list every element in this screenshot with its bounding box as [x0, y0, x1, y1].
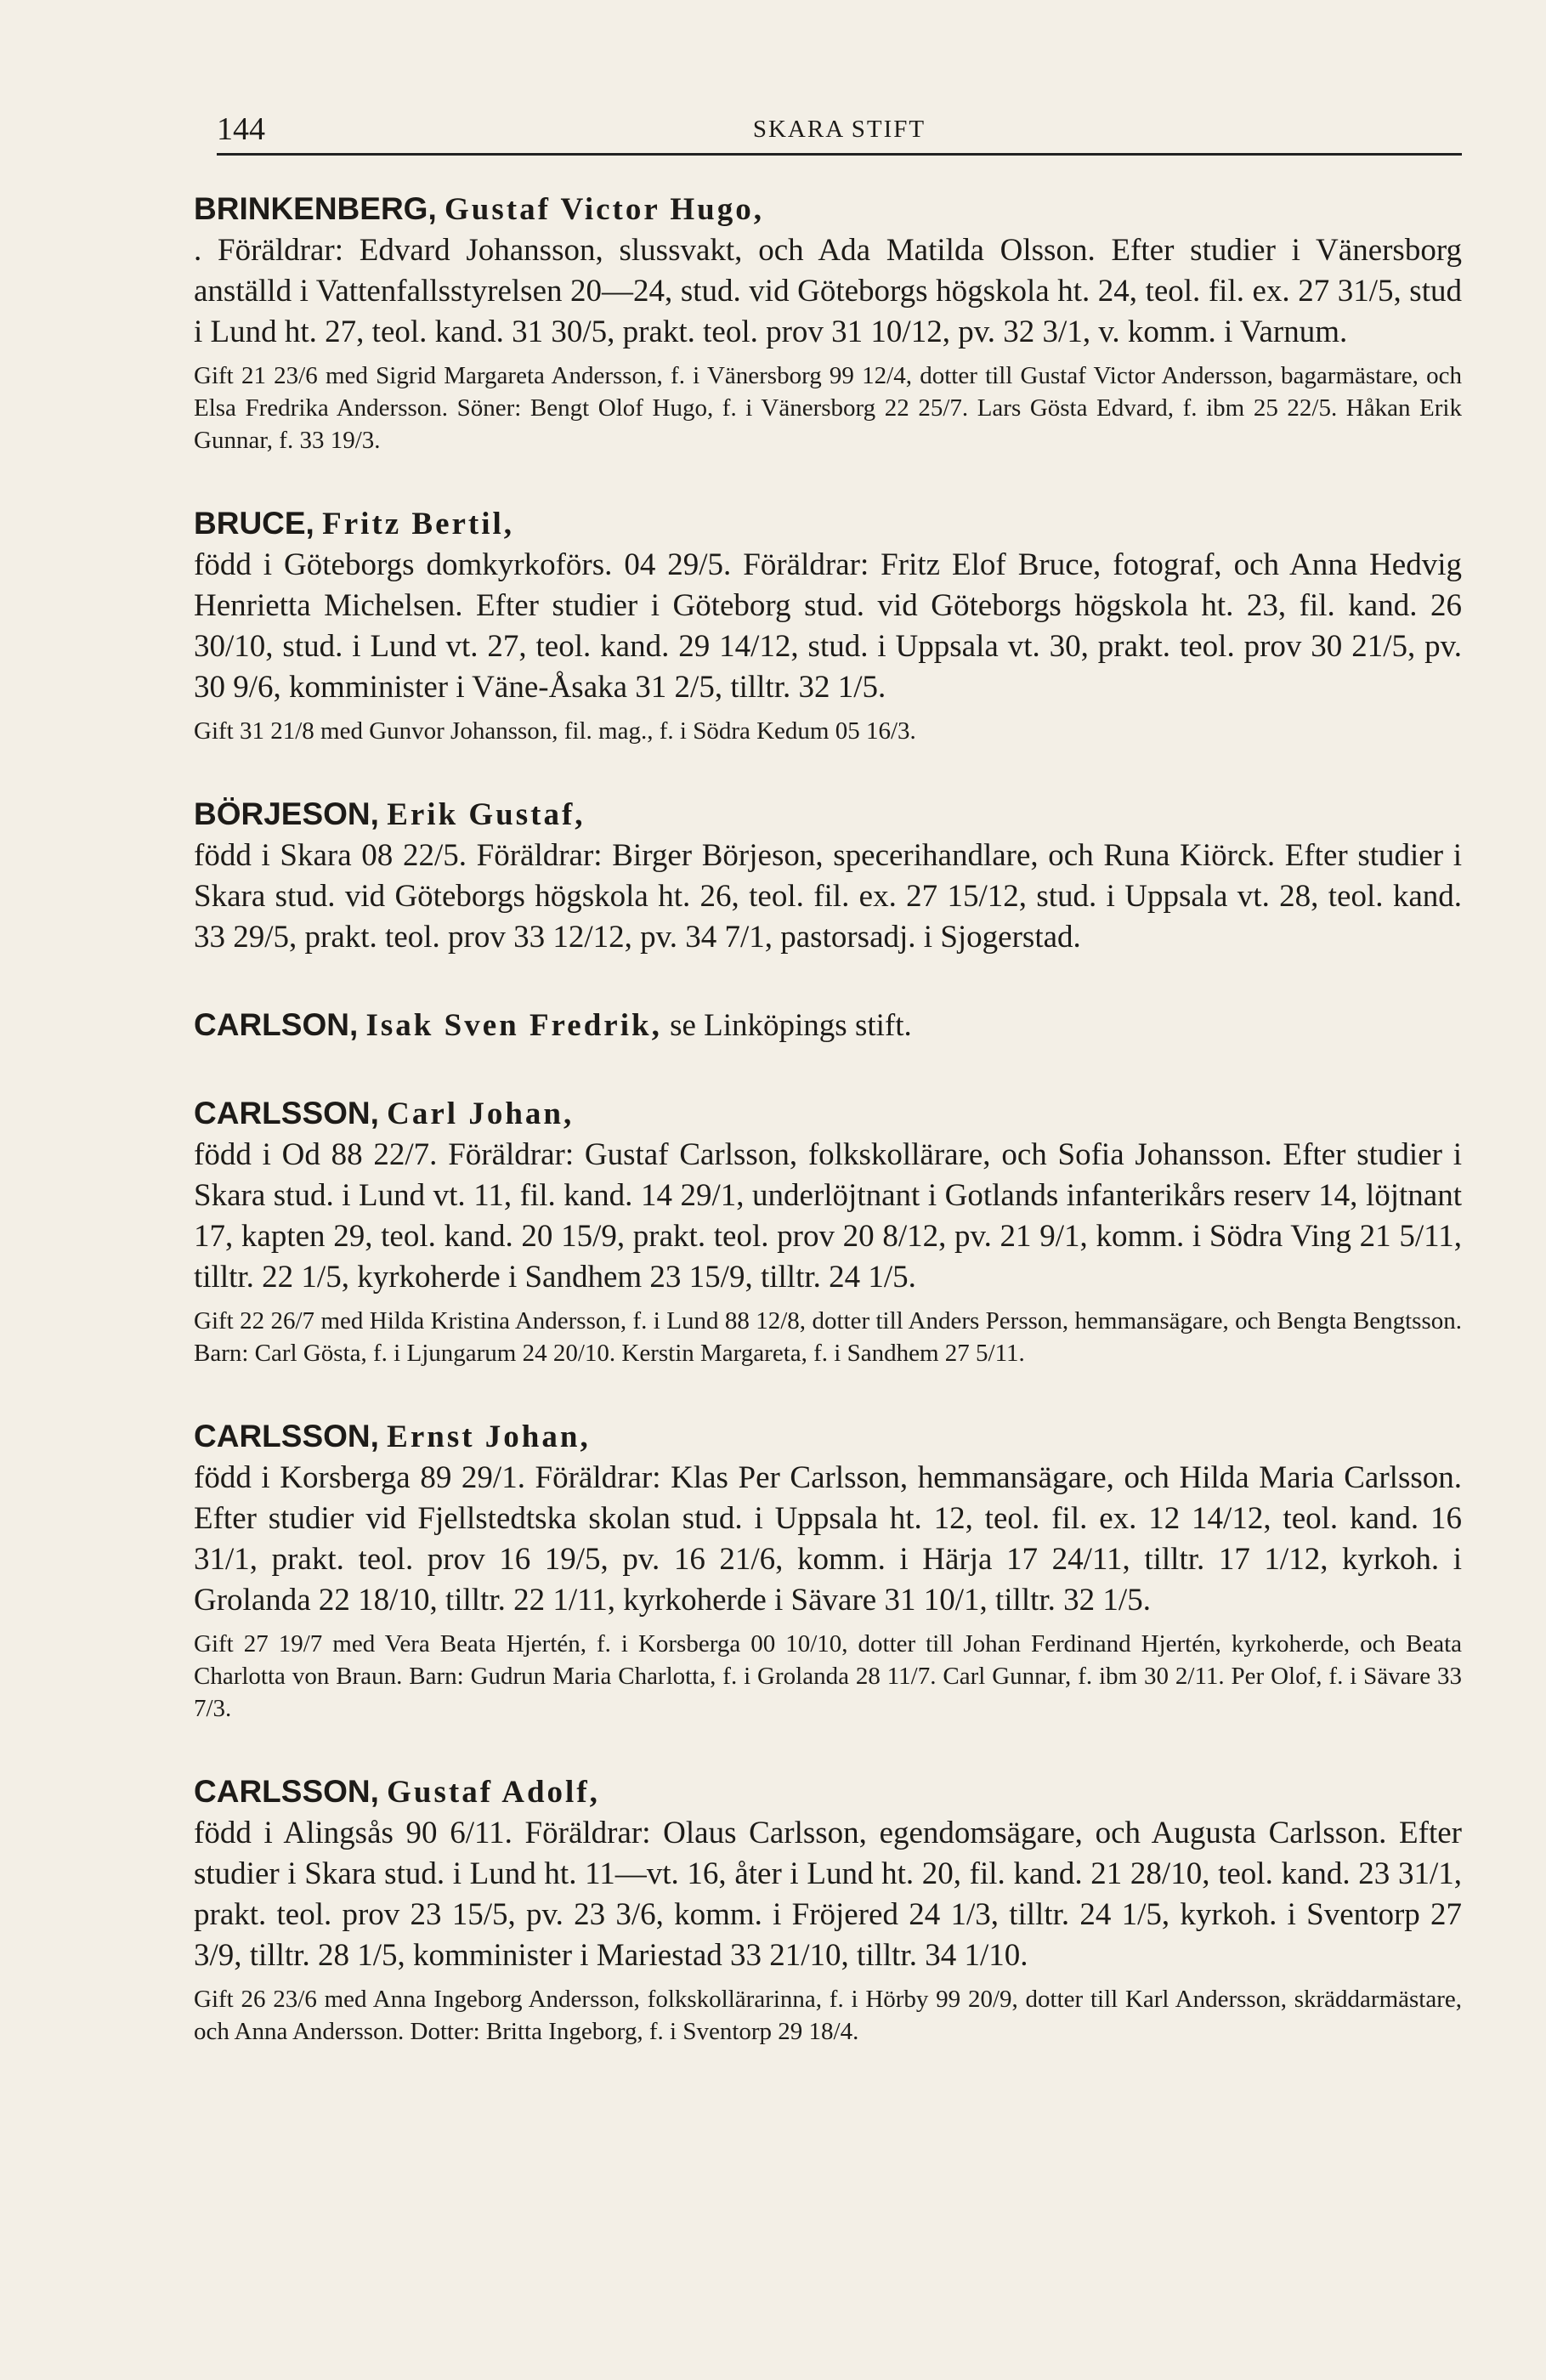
entry-brinkenberg [194, 189, 1462, 456]
entry-given-names: Fritz Bertil, [322, 507, 515, 541]
entry-given-names: Erik Gustaf, [387, 797, 586, 832]
entry-surname: BÖRJESON, [194, 796, 379, 831]
entry-main [194, 1771, 1462, 1976]
register-entries [194, 189, 1462, 2094]
entry-bio: född i Skara 08 22/5. Föräldrar: Birger Börjeson, specerihandlare, och Runa Kiörck. Efter studier i Skara stud. vid Göteborgs högskola ht. 26, teol. fil. ex. 27 15/12, stud. i Uppsala vt. 28, teol. kand. 33 29/5, prakt. teol. prov 33 12/12, pv. 34 7/1, pastorsadj. i Sjogerstad. [194, 838, 1462, 955]
entry-family: Gift 27 19/7 med Vera Beata Hjertén, f. i Korsberga 00 10/10, dotter till Johan Ferdinand Hjertén, kyrkoherde, och Beata Charlotta von Braun. Barn: Gudrun Maria Charlotta, f. i Grolanda 28 11/7. Carl Gunnar, f. ibm 30 2/11. Per Olof, f. i Sävare 33 7/3. [194, 1630, 1462, 1722]
entry-given-names: Carl Johan, [387, 1096, 575, 1131]
entry-borjeson [194, 794, 1462, 958]
entry-surname: CARLSSON, [194, 1774, 379, 1809]
entry-bruce [194, 503, 1462, 747]
entry-family: Gift 21 23/6 med Sigrid Margareta Andersson, f. i Vänersborg 99 12/4, dotter till Gustaf Victor Andersson, bagarmästare, och Elsa Fredrika Andersson. Söner: Bengt Olof Hugo, f. i Vänersborg 22 25/7. Lars Gösta Edvard, f. ibm 25 22/5. Håkan Erik Gunnar, f. 33 19/3. [194, 362, 1462, 454]
entry-surname: BRINKENBERG, [194, 191, 437, 226]
entry-given-names: Isak Sven Fredrik, [365, 1008, 662, 1043]
entry-main [194, 189, 1462, 353]
entry-given-names: Gustaf Victor Hugo, [445, 192, 764, 227]
entry-main [194, 794, 1462, 958]
entry-family: Gift 31 21/8 med Gunvor Johansson, fil. mag., f. i Södra Kedum 05 16/3. [194, 717, 916, 745]
entry-main [194, 1093, 1462, 1298]
page-number: 144 [217, 111, 265, 147]
entry-bio: . Föräldrar: Edvard Johansson, slussvakt, och Ada Matilda Olsson. Efter studier i Vänersborg anställd i Vattenfallsstyrelsen 20—24, stud. vid Göteborgs högskola ht. 24, teol. fil. ex. 27 31/5, stud i Lund ht. 27, teol. kand. 31 30/5, prakt. teol. prov 31 10/12, pv. 32 3/1, v. komm. i Varnum. [194, 233, 1462, 349]
entry-carlsson-gustaf [194, 1771, 1462, 2048]
entry-surname: BRUCE, [194, 506, 314, 541]
running-title: SKARA STIFT [752, 116, 926, 143]
entry-bio: född i Alingsås 90 6/11. Föräldrar: Olaus Carlsson, egendomsägare, och Augusta Carlsson. Efter studier i Skara stud. i Lund ht. 11—vt. 16, åter i Lund ht. 20, fil. kand. 21 28/10, teol. kand. 23 31/1, prakt. teol. prov 23 15/5, pv. 23 3/6, komm. i Fröjered 24 1/3, tilltr. 24 1/5, kyrkoh. i Sventorp 27 3/9, tilltr. 28 1/5, komminister i Mariestad 33 21/10, tilltr. 34 1/10. [194, 1816, 1462, 1973]
entry-given-names: Gustaf Adolf, [387, 1775, 600, 1810]
entry-carlson-isak [194, 1005, 1462, 1046]
entry-bio: se Linköpings stift. [670, 1008, 912, 1043]
entry-surname: CARLSSON, [194, 1096, 379, 1130]
entry-main [194, 1416, 1462, 1621]
entry-main [194, 1005, 1462, 1046]
entry-bio: född i Od 88 22/7. Föräldrar: Gustaf Carlsson, folkskollärare, och Sofia Johansson. Efter studier i Skara stud. i Lund vt. 11, fil. kand. 14 29/1, underlöjtnant i Gotlands infanterikårs reserv 14, löjtnant 17, kapten 29, teol. kand. 20 15/9, prakt. teol. prov 20 8/12, pv. 21 9/1, komm. i Södra Ving 21 5/11, tilltr. 22 1/5, kyrkoherde i Sandhem 23 15/9, tilltr. 24 1/5. [194, 1137, 1462, 1295]
entry-bio: född i Korsberga 89 29/1. Föräldrar: Klas Per Carlsson, hemmansägare, och Hilda Maria Carlsson. Efter studier vid Fjellstedtska skolan stud. i Uppsala ht. 12, teol. fil. ex. 12 14/12, teol. kand. 16 31/1, prakt. teol. prov 16 19/5, pv. 16 21/6, komm. i Härja 17 24/11, tilltr. 17 1/12, kyrkoh. i Grolanda 22 18/10, tilltr. 22 1/11, kyrkoherde i Sävare 31 10/1, tilltr. 32 1/5. [194, 1460, 1462, 1618]
entry-main [194, 503, 1462, 708]
page-header [217, 100, 1462, 156]
entry-carlsson-carl [194, 1093, 1462, 1369]
entry-given-names: Ernst Johan, [387, 1420, 591, 1454]
entry-surname: CARLSON, [194, 1007, 359, 1042]
entry-bio: född i Göteborgs domkyrkoförs. 04 29/5. Föräldrar: Fritz Elof Bruce, fotograf, och Anna Hedvig Henrietta Michelsen. Efter studier i Göteborg stud. vid Göteborgs högskola ht. 23, fil. kand. 26 30/10, stud. i Lund vt. 27, teol. kand. 29 14/12, stud. i Uppsala vt. 30, prakt. teol. prov 30 21/5, pv. 30 9/6, komminister i Väne-Åsaka 31 2/5, tilltr. 32 1/5. [194, 547, 1462, 705]
entry-surname: CARLSSON, [194, 1419, 379, 1454]
entry-family: Gift 22 26/7 med Hilda Kristina Andersson, f. i Lund 88 12/8, dotter till Anders Persson, hemmansägare, och Bengta Bengtsson. Barn: Carl Gösta, f. i Ljungarum 24 20/10. Kerstin Margareta, f. i Sandhem 27 5/11. [194, 1307, 1462, 1367]
entry-family: Gift 26 23/6 med Anna Ingeborg Andersson, folkskollärarinna, f. i Hörby 99 20/9, dotter till Karl Andersson, skräddarmästare, och Anna Andersson. Dotter: Britta Ingeborg, f. i Sventorp 29 18/4. [194, 1986, 1462, 2045]
entry-carlsson-ernst [194, 1416, 1462, 1725]
